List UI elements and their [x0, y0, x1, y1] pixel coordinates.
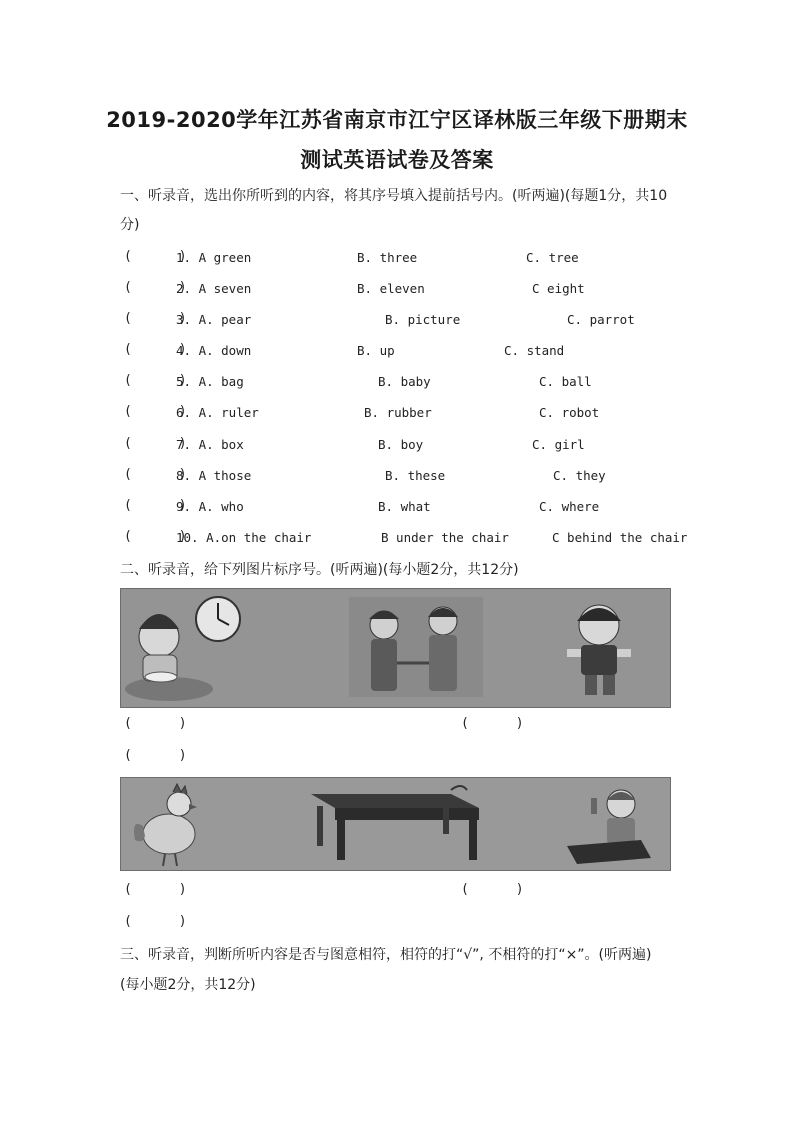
question-option-b: B. rubber [364, 405, 432, 420]
question-option-c: C. they [553, 468, 606, 483]
two-girls-image [349, 597, 483, 697]
question-option-a: 2. A seven [176, 281, 252, 296]
section2-instruction: 二、听录音，给下列图片标序号。(听两遍)(每小题2分，共12分) [120, 562, 519, 578]
picture-answer-bracket[interactable]: ( ) [124, 882, 187, 897]
question-option-a: 10. A.on the chair [176, 530, 312, 545]
question-option-a: 8. A those [176, 468, 252, 483]
question-option-b: B. picture [385, 312, 461, 327]
answer-bracket[interactable]: ( ) [124, 311, 187, 326]
question-option-c: C. girl [532, 437, 585, 452]
question-option-a: 4. A. down [176, 343, 252, 358]
question-option-c: C behind the chair [552, 530, 688, 545]
question-option-a: 9. A. who [176, 499, 244, 514]
answer-bracket[interactable]: ( ) [124, 498, 187, 513]
answer-bracket[interactable]: ( ) [124, 436, 187, 451]
question-option-a: 7. A. box [176, 437, 244, 452]
answer-bracket[interactable]: ( ) [124, 280, 187, 295]
question-option-b: B under the chair [381, 530, 509, 545]
question-option-b: B. baby [378, 374, 431, 389]
document-title-line2: 测试英语试卷及答案 [300, 148, 494, 172]
section3-instruction: 三、听录音，判断所听内容是否与图意相符，相符的打“√”, 不相符的打“×”。(听两遍) [120, 947, 652, 963]
picture-strip-2 [120, 777, 671, 871]
picture-strip-1 [120, 588, 671, 708]
question-option-b: B. up [357, 343, 395, 358]
answer-bracket[interactable]: ( ) [124, 467, 187, 482]
question-option-a: 6. A. ruler [176, 405, 259, 420]
question-option-b: B. boy [378, 437, 424, 452]
question-option-a: 1. A green [176, 250, 252, 265]
answer-bracket[interactable]: ( ) [124, 529, 187, 544]
question-option-c: C eight [532, 281, 585, 296]
question-option-c: C. where [539, 499, 600, 514]
picture-answer-bracket[interactable]: ( ) [124, 914, 187, 929]
section1-instruction-cont: 分) [120, 217, 140, 233]
question-option-c: C. ball [539, 374, 592, 389]
picture-answer-bracket[interactable]: ( ) [124, 716, 187, 731]
section3-instruction-cont: (每小题2分，共12分) [120, 977, 256, 993]
answer-bracket[interactable]: ( ) [124, 373, 187, 388]
answer-bracket[interactable]: ( ) [124, 404, 187, 419]
question-option-b: B. three [357, 250, 418, 265]
question-option-b: B. these [385, 468, 446, 483]
question-option-a: 5. A. bag [176, 374, 244, 389]
picture-answer-bracket[interactable]: ( ) [461, 716, 524, 731]
section1-instruction: 一、听录音，选出你所听到的内容，将其序号填入提前括号内。(听两遍)(每题1分，共10 [120, 188, 668, 204]
question-option-b: B. what [378, 499, 431, 514]
answer-bracket[interactable]: ( ) [124, 342, 187, 357]
question-option-c: C. parrot [567, 312, 635, 327]
question-option-a: 3. A. pear [176, 312, 252, 327]
picture-answer-bracket[interactable]: ( ) [124, 748, 187, 763]
question-option-c: C. tree [526, 250, 579, 265]
document-title-line1: 2019-2020学年江苏省南京市江宁区译林版三年级下册期末 [106, 108, 688, 132]
question-option-c: C. stand [504, 343, 565, 358]
answer-bracket[interactable]: ( ) [124, 249, 187, 264]
question-option-c: C. robot [539, 405, 600, 420]
question-option-b: B. eleven [357, 281, 425, 296]
picture-answer-bracket[interactable]: ( ) [461, 882, 524, 897]
